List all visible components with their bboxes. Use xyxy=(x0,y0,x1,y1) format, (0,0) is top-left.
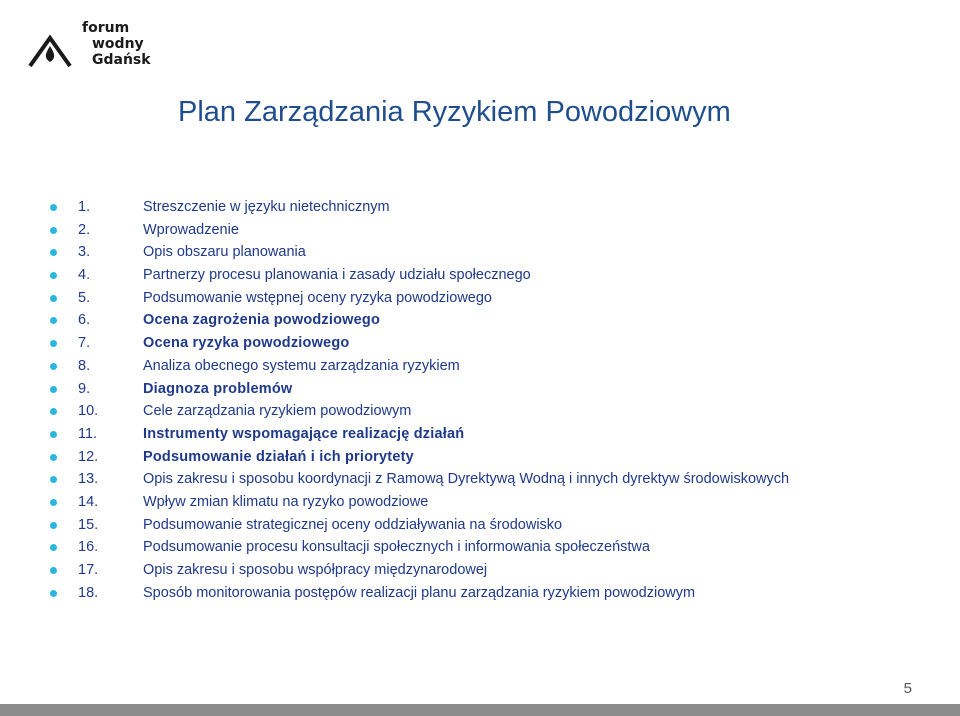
toc-item xyxy=(46,287,926,310)
logo-line-2: wodny xyxy=(92,36,144,52)
toc-item-number: 13. xyxy=(78,471,99,488)
toc-item-label: Wpływ zmian klimatu na ryzyko powodziowe xyxy=(143,493,429,510)
toc-item xyxy=(46,582,926,605)
toc-item-number: 2. xyxy=(78,221,91,238)
toc-item-label: Streszczenie w języku nietechnicznym xyxy=(143,199,390,215)
logo-line-3: Gdańsk xyxy=(92,52,151,68)
toc-item-number: 3. xyxy=(78,244,91,261)
logo-wordmark xyxy=(82,20,172,68)
toc-item xyxy=(46,241,926,264)
bullet-icon xyxy=(50,204,57,211)
toc-item-number: 5. xyxy=(78,289,91,306)
bullet-icon xyxy=(50,363,57,370)
toc-item xyxy=(46,196,926,219)
footer-bar xyxy=(0,704,960,716)
toc-item-number: 10. xyxy=(78,403,99,420)
toc-item-label: Podsumowanie wstępnej oceny ryzyka powodziowego xyxy=(143,289,492,306)
toc-item-label: Opis zakresu i sposobu współpracy międzynarodowej xyxy=(143,562,488,578)
toc-item-label: Analiza obecnego systemu zarządzania ryzykiem xyxy=(143,357,460,374)
bullet-icon xyxy=(50,590,57,597)
toc-item-label: Cele zarządzania ryzykiem powodziowym xyxy=(143,403,412,420)
bullet-icon xyxy=(50,454,57,461)
toc-item-number: 18. xyxy=(78,584,99,601)
page-title: Plan Zarządzania Ryzykiem Powodziowym xyxy=(178,96,731,128)
toc-item-number: 8. xyxy=(78,357,91,374)
toc-item xyxy=(46,400,926,423)
toc-item xyxy=(46,264,926,287)
toc-item xyxy=(46,378,926,401)
bullet-icon xyxy=(50,499,57,506)
toc-item xyxy=(46,468,926,491)
bullet-icon xyxy=(50,227,57,234)
bullet-icon xyxy=(50,522,57,529)
toc-item xyxy=(46,423,926,446)
toc-item-number: 17. xyxy=(78,562,99,578)
bullet-icon xyxy=(50,340,57,347)
toc-item-label: Ocena zagrożenia powodziowego xyxy=(143,312,381,329)
toc-item-number: 15. xyxy=(78,516,99,533)
toc-item-number: 6. xyxy=(78,312,91,329)
forum-wodny-logo xyxy=(22,20,152,72)
table-of-contents xyxy=(46,196,926,604)
bullet-icon xyxy=(50,272,57,279)
toc-item-label: Instrumenty wspomagające realizację działań xyxy=(143,425,465,442)
toc-item xyxy=(46,332,926,355)
toc-item-label: Diagnoza problemów xyxy=(143,380,293,397)
bullet-icon xyxy=(50,408,57,415)
bullet-icon xyxy=(50,431,57,438)
toc-item-label: Opis zakresu i sposobu koordynacji z Ramową Dyrektywą Wodną i innych dyrektyw środowiskowych xyxy=(143,471,790,488)
toc-item-label: Opis obszaru planowania xyxy=(143,244,306,261)
toc-item-number: 4. xyxy=(78,267,91,284)
toc-item-number: 1. xyxy=(78,199,91,215)
bullet-icon xyxy=(50,249,57,256)
toc-item-number: 16. xyxy=(78,539,99,556)
bullet-icon xyxy=(50,317,57,324)
logo-line-1: forum xyxy=(82,20,130,36)
toc-item-number: 14. xyxy=(78,493,99,510)
bullet-icon xyxy=(50,386,57,393)
bullet-icon xyxy=(50,476,57,483)
toc-item xyxy=(46,219,926,242)
toc-item xyxy=(46,559,926,582)
bullet-icon xyxy=(50,295,57,302)
toc-item-number: 9. xyxy=(78,380,91,397)
toc-item-label: Podsumowanie strategicznej oceny oddziaływania na środowisko xyxy=(143,516,563,533)
toc-item-label: Partnerzy procesu planowania i zasady udziału społecznego xyxy=(143,267,531,284)
toc-item-label: Wprowadzenie xyxy=(143,221,239,238)
toc-item xyxy=(46,355,926,378)
toc-item-number: 12. xyxy=(78,448,99,465)
water-drop-logo-icon xyxy=(28,34,76,68)
toc-item xyxy=(46,514,926,537)
toc-item-label: Podsumowanie działań i ich priorytety xyxy=(143,448,414,465)
toc-item-number: 7. xyxy=(78,335,91,352)
toc-item xyxy=(46,491,926,514)
page-number: 5 xyxy=(903,680,912,697)
toc-item-label: Podsumowanie procesu konsultacji społecznych i informowania społeczeństwa xyxy=(143,539,650,556)
bullet-icon xyxy=(50,544,57,551)
toc-item xyxy=(46,536,926,559)
toc-item xyxy=(46,446,926,469)
toc-item-number: 11. xyxy=(78,425,98,442)
toc-item-label: Sposób monitorowania postępów realizacji planu zarządzania ryzykiem powodziowym xyxy=(143,584,696,601)
toc-item xyxy=(46,309,926,332)
bullet-icon xyxy=(50,567,57,574)
toc-item-label: Ocena ryzyka powodziowego xyxy=(143,335,350,352)
